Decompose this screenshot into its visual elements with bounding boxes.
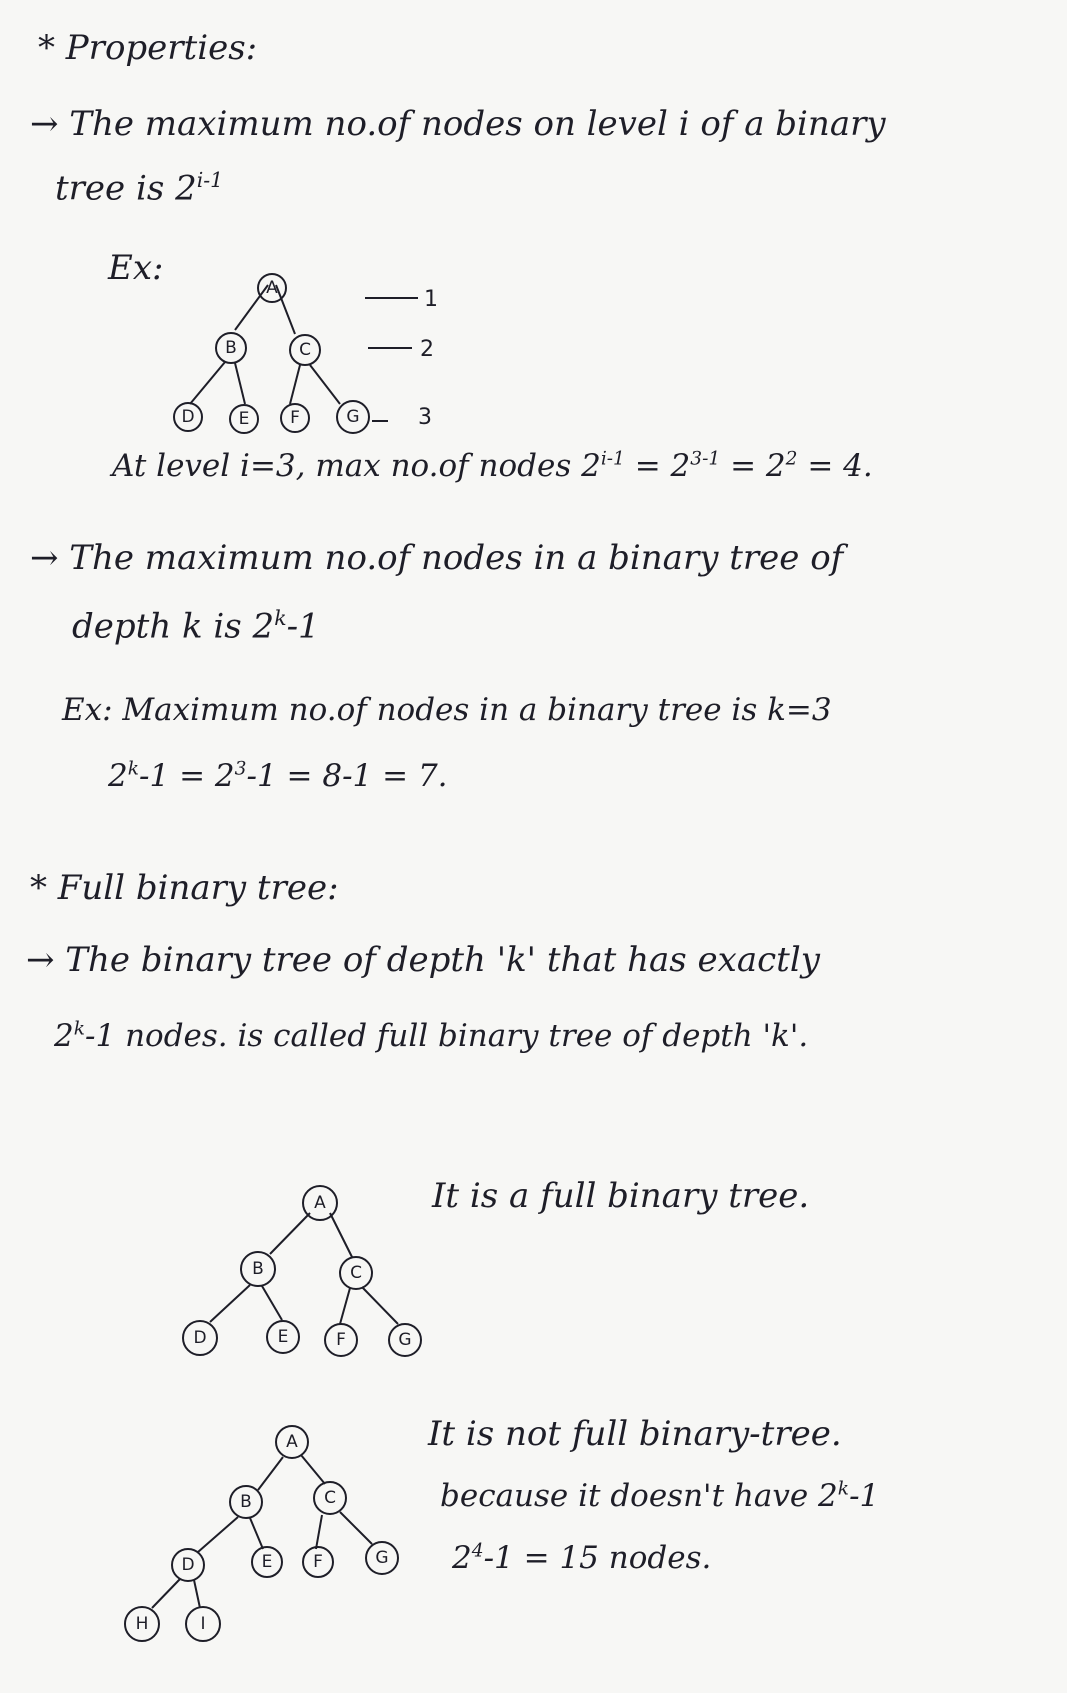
tree3-edge [301,1455,325,1484]
tree1-edge [235,363,245,404]
property2-line2-text: depth k is 2 [72,606,275,647]
tree2-node-C [340,1257,372,1289]
svg-text:A: A [286,1432,298,1452]
tree3-caption-line3-b: -1 = 15 nodes. [483,1540,712,1576]
tree1-level-markers [365,287,438,430]
tree3-node-H [125,1607,159,1641]
property1-line2-text: tree is [55,168,176,209]
example-label: Ex: [108,248,164,288]
level-2-label: 2 [420,337,434,362]
tree2-node-F [325,1324,357,1356]
svg-text:A: A [314,1193,326,1213]
property1-line1: → The maximum no.of nodes on level i of a binary [30,104,886,144]
tree3-caption-line1: It is not full binary-tree. [428,1414,842,1454]
svg-text:B: B [252,1259,264,1279]
tree3-edge [198,1517,238,1552]
tree2-node-B [241,1252,275,1286]
tree3-edge [316,1515,322,1549]
tree3-edge [258,1457,283,1490]
tree2-edge [262,1286,282,1320]
level-calc-rest2: = 2 [720,448,786,484]
svg-text:G: G [398,1330,412,1350]
svg-text:F: F [290,408,300,428]
tree2-caption: It is a full binary tree. [432,1176,810,1216]
svg-text:C: C [350,1263,362,1283]
full-def-line1: → The binary tree of depth 'k' that has exactly [26,940,820,980]
tree1-edge [290,365,300,404]
tree2-edge [362,1287,398,1324]
tree1-edge [235,285,268,330]
tree3-node-D [172,1549,204,1581]
svg-text:I: I [200,1614,206,1634]
svg-text:B: B [225,338,237,358]
tree2-edge [270,1213,310,1254]
tree3-node-I [186,1607,220,1641]
example2-calc-b: -1 = 2 [139,758,235,794]
tree1-node-F [281,404,309,432]
tree2-node-D [183,1321,217,1355]
tree3-caption-line3-exp: 4 [471,1540,484,1562]
tree3-node-B [230,1486,262,1518]
svg-text:E: E [261,1552,273,1572]
full-def-line2-b: -1 nodes. is called full binary tree of depth 'k'. [85,1018,809,1054]
tree3-node-F [303,1547,333,1577]
example2-calc-a: 2 [108,758,128,794]
full-binary-heading: * Full binary tree: [30,868,339,908]
tree3-node-A [276,1426,308,1458]
example2-calc-c: -1 = 8-1 = 7. [246,758,448,794]
example2-calc-a-exp: k [127,758,140,780]
svg-text:C: C [324,1488,336,1508]
level-3-label: 3 [418,405,432,430]
tree2-node-A [303,1186,337,1220]
svg-text:D: D [181,407,195,427]
tree1-edge [310,365,340,404]
tree3-caption-line2-a: because it doesn't have 2 [440,1478,838,1514]
properties-heading: * Properties: [38,28,258,68]
svg-text:F: F [313,1552,323,1572]
svg-text:D: D [193,1328,207,1348]
svg-text:C: C [299,340,311,360]
tree1-edge [190,362,225,404]
tree3-caption-line2-exp: k [837,1478,850,1500]
tree2-edge [210,1285,250,1322]
example2-calc-b-exp: 3 [234,758,247,780]
tree1-node-A [258,274,286,302]
property2-line1: → The maximum no.of nodes in a binary tree of [30,538,844,578]
tree1 [174,274,438,433]
svg-text:E: E [277,1327,289,1347]
property1-formula-exp: i-1 [196,168,224,192]
svg-text:G: G [375,1548,389,1568]
tree1-node-E [230,405,258,433]
property1-formula-base: 2 [175,168,197,209]
svg-text:G: G [346,407,360,427]
level-calc-rest: = 2 [624,448,691,484]
svg-text:D: D [181,1555,195,1575]
tree3-caption-line3-a: 2 [452,1540,472,1576]
svg-text:A: A [266,278,278,298]
property2-line2-exp: k [274,606,287,630]
property2-line2-end: -1 [286,606,320,647]
level-calc-end: = 4. [797,448,873,484]
tree3-edge [152,1579,180,1608]
tree3 [125,1426,398,1641]
tree3-caption-line2-b: -1 [849,1478,880,1514]
tree3-node-G [366,1542,398,1574]
tree2-node-G [389,1324,421,1356]
svg-text:B: B [240,1492,252,1512]
tree3-node-E [252,1547,282,1577]
tree3-edge [340,1512,372,1544]
level-calc-exp: i-1 [600,448,625,470]
tree1-node-B [216,333,246,363]
level-1-label: 1 [424,287,438,312]
svg-text:E: E [238,409,250,429]
example2-line: Ex: Maximum no.of nodes in a binary tree is k=3 [62,692,832,728]
level-calc-exp2: 3-1 [690,448,721,470]
tree1-node-G [337,401,369,433]
level-calc-exp3: 2 [785,448,798,470]
svg-text:F: F [336,1330,346,1350]
tree2 [183,1186,421,1356]
tree2-edge [340,1288,350,1324]
tree2-edge [330,1213,352,1257]
full-def-line2-exp: k [73,1018,86,1040]
tree1-node-C [290,335,320,365]
tree1-node-D [174,403,202,431]
tree3-edge [250,1518,263,1549]
tree3-edge [194,1580,200,1608]
tree3-node-C [314,1482,346,1514]
tree2-node-E [267,1321,299,1353]
level-calc-text: At level i=3, max no.of nodes 2 [112,448,601,484]
svg-text:H: H [135,1614,149,1634]
full-def-line2-a: 2 [54,1018,74,1054]
